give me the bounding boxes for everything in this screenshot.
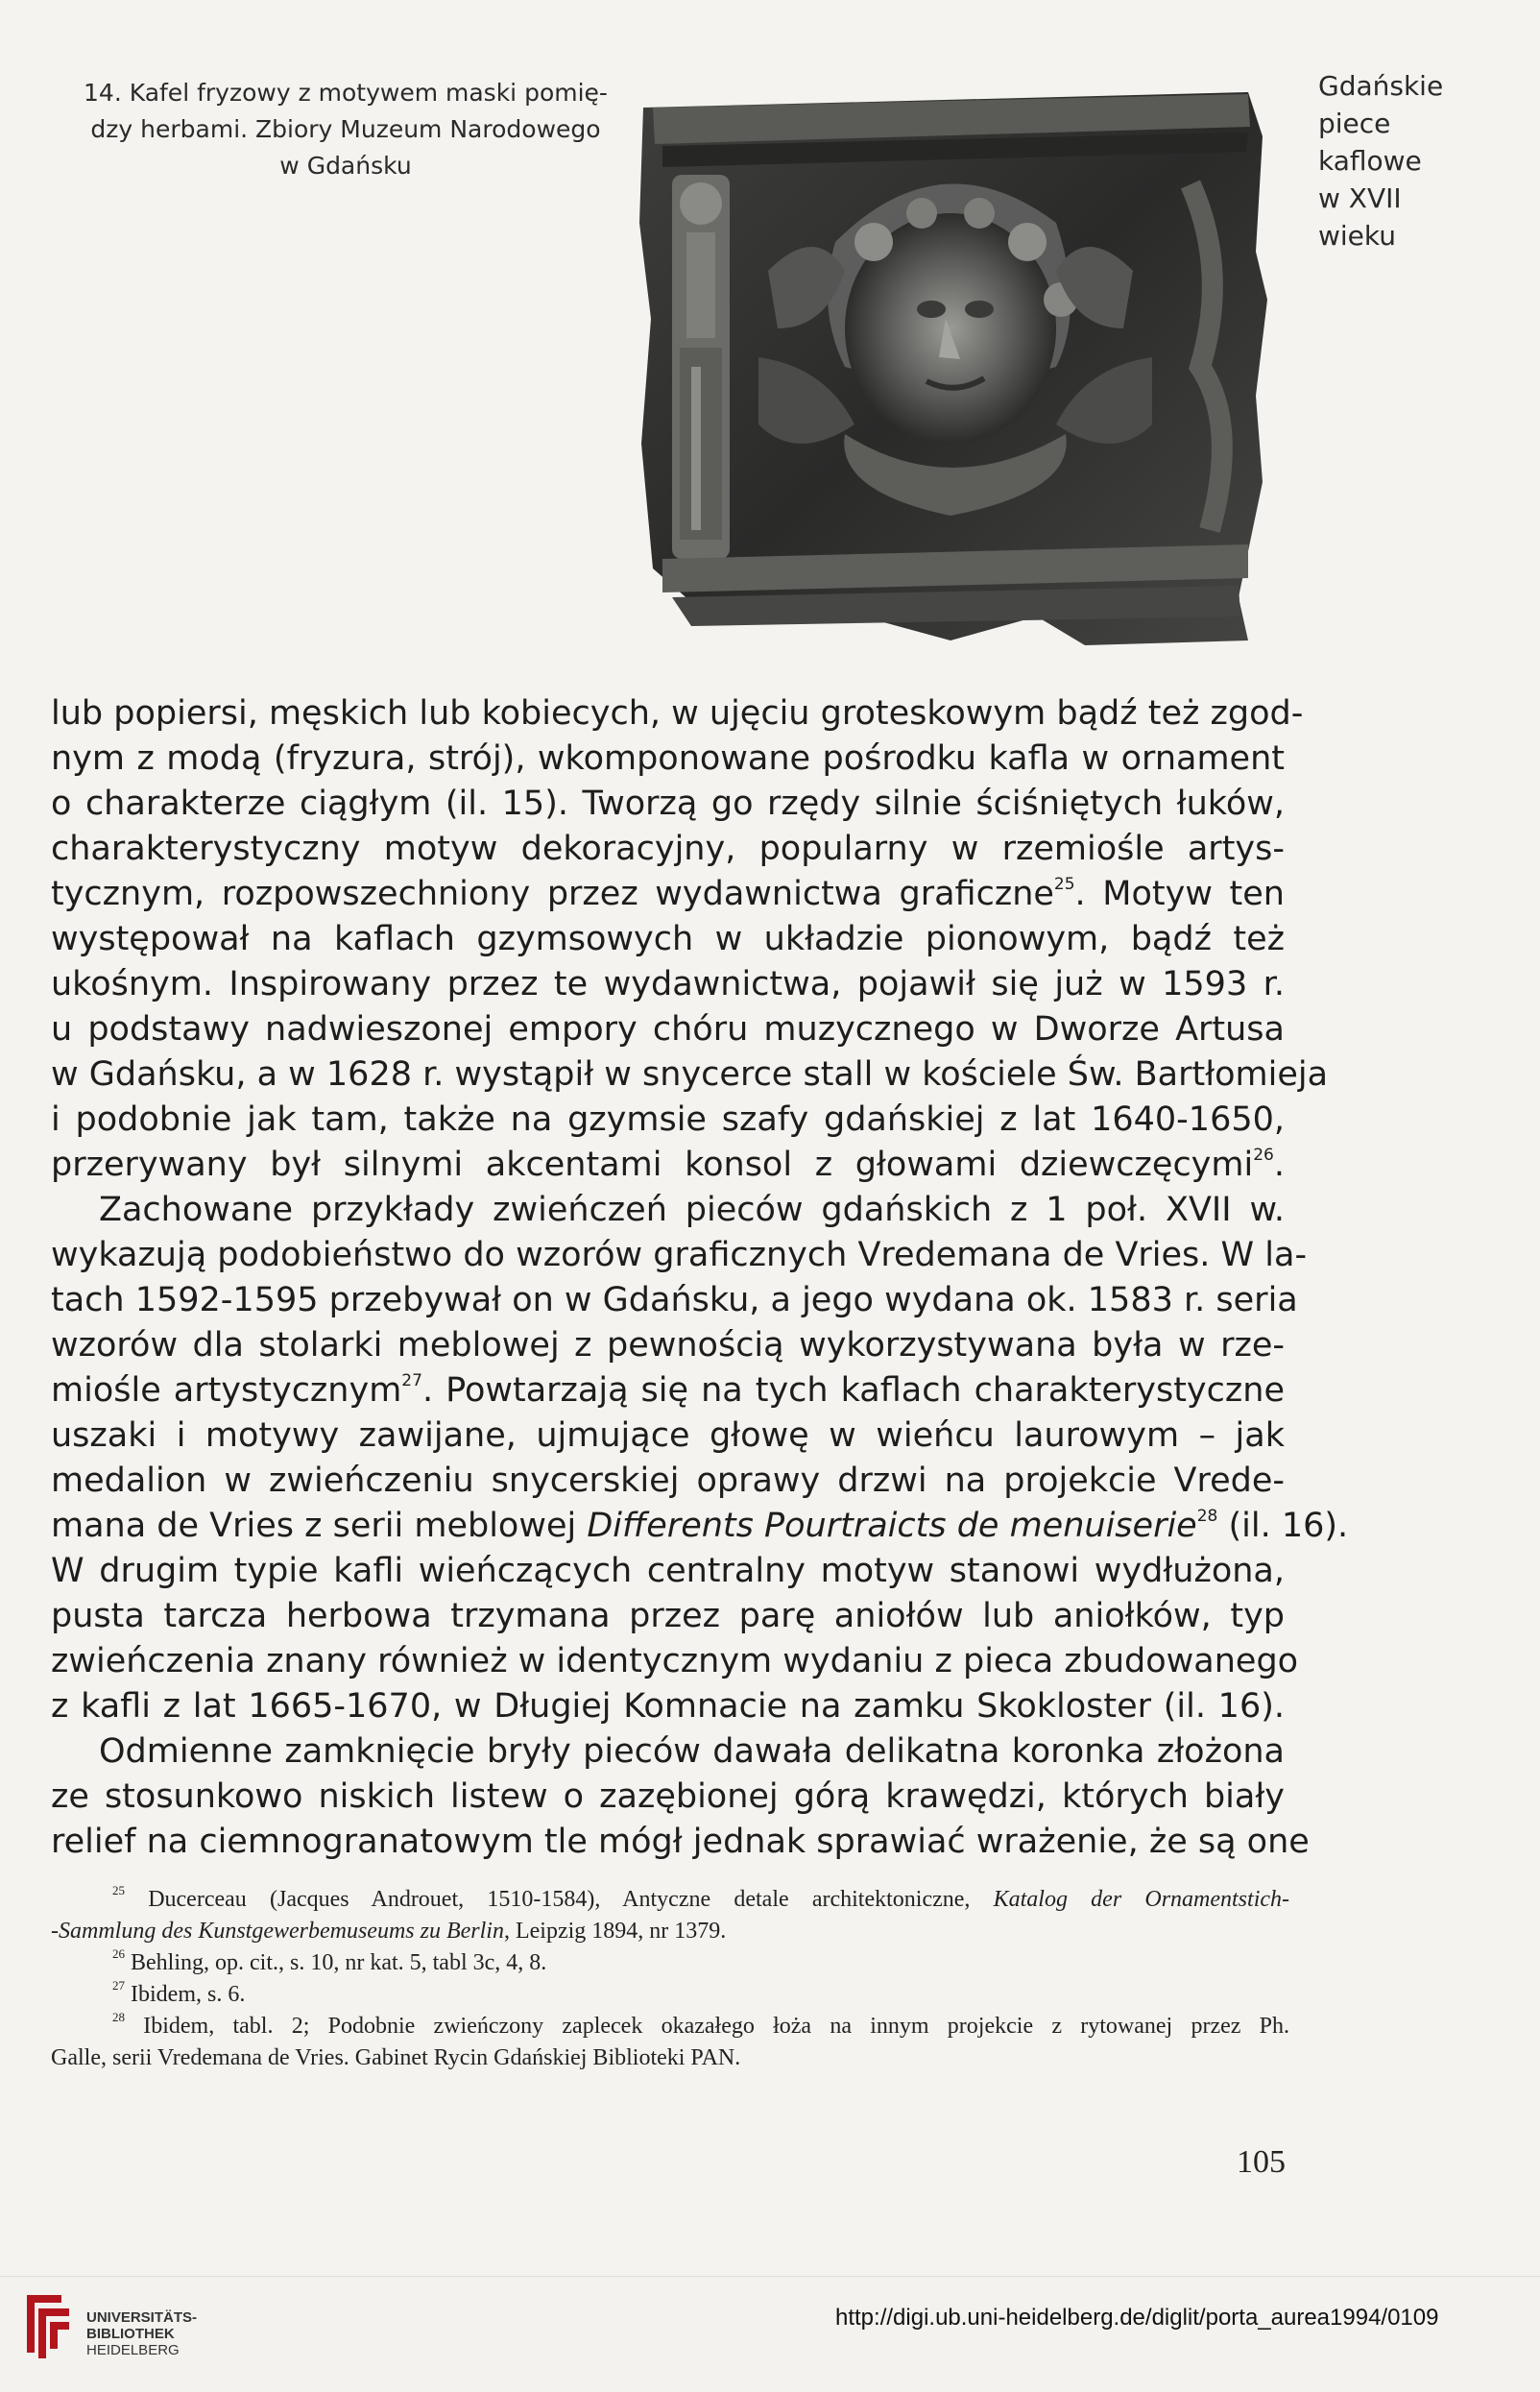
text-line: ukośnym. Inspirowany przez te wydawnictwa, pojawił się już w 1593 r. — [51, 965, 1285, 1003]
text-line: Zachowane przykłady zwieńczeń pieców gdańskich z 1 poł. XVII w. — [99, 1191, 1285, 1229]
footnote-text: Ibidem, s. 6. — [125, 1982, 246, 2007]
footnote-text: Ducerceau (Jacques Androuet, 1510-1584), Antyczne detale architektoniczne, — [125, 1887, 994, 1912]
footnote-25 — [51, 1884, 1289, 1916]
library-name-line: BIBLIOTHEK — [86, 2326, 175, 2342]
library-name-line: UNIVERSITÄTS- — [86, 2309, 198, 2326]
text-line — [51, 1504, 1349, 1549]
page-number: 105 — [1237, 2144, 1286, 2180]
text-segment: mana de Vries z serii meblowej — [51, 1507, 588, 1545]
figure-caption — [58, 75, 634, 184]
text-segment: (il. 16). — [1217, 1507, 1349, 1545]
text-line: relief na ciemnogranatowym tle mógł jednak sprawiać wrażenie, że są one — [51, 1823, 1310, 1861]
running-head-line: Gdańskie — [1318, 70, 1444, 102]
footnote-28 — [51, 2011, 1289, 2042]
text-segment: miośle artystycznym — [51, 1371, 402, 1410]
caption-line: 14. Kafel fryzowy z motywem maski pomię- — [84, 79, 608, 107]
footnote-number: 28 — [112, 2010, 125, 2024]
permalink-url[interactable]: http://digi.ub.uni-heidelberg.de/diglit/porta_aurea1994/0109 — [835, 2305, 1439, 2331]
footnote-ref[interactable]: 26 — [1253, 1146, 1274, 1165]
footnote-28-cont: Galle, serii Vredemana de Vries. Gabinet Rycin Gdańskiej Biblioteki PAN. — [51, 2045, 741, 2070]
text-line — [51, 1143, 1285, 1188]
text-segment: . Motyw ten — [1074, 875, 1285, 913]
body-text — [51, 691, 1349, 1865]
text-line: uszaki i motywy zawijane, ujmujące głowę w wieńcu laurowym – jak — [51, 1416, 1285, 1455]
running-head-line: piece — [1318, 108, 1391, 139]
text-line — [51, 1368, 1285, 1413]
footnotes — [51, 1884, 1289, 2074]
footnote-27 — [51, 1979, 1289, 2011]
running-head-line: w XVII — [1318, 182, 1402, 214]
text-line: zwieńczenia znany również w identycznym wydaniu z pieca zbudowanego — [51, 1642, 1299, 1680]
text-line: w Gdańsku, a w 1628 r. wystąpił w snycerce stall w kościele Św. Bartłomieja — [51, 1055, 1329, 1094]
viewer-footer — [0, 2276, 1540, 2392]
footnote-italic: Katalog der Ornamentstich- — [993, 1887, 1290, 1912]
footnote-text: Behling, op. cit., s. 10, nr kat. 5, tabl 3c, 4, 8. — [125, 1950, 547, 1975]
footnote-25-cont — [51, 1916, 1289, 1947]
text-line: lub popiersi, męskich lub kobiecych, w ujęciu groteskowym bądź też zgod- — [51, 694, 1304, 733]
footnote-number: 27 — [112, 1978, 125, 1993]
text-line: charakterystyczny motyw dekoracyjny, popularny w rzemiośle artys- — [51, 830, 1285, 868]
text-line: wzorów dla stolarki meblowej z pewnością wykorzystywana była w rze- — [51, 1326, 1285, 1365]
library-name-line: HEIDELBERG — [86, 2342, 180, 2358]
running-head — [1318, 67, 1472, 254]
text-line — [51, 872, 1285, 917]
footnote-number: 26 — [112, 1946, 125, 1961]
text-line: Odmienne zamknięcie bryły pieców dawała delikatna koronka złożona — [99, 1732, 1285, 1771]
caption-line: w Gdańsku — [279, 152, 412, 180]
text-line: tach 1592-1595 przebywał on w Gdańsku, a jego wydana ok. 1583 r. seria — [51, 1281, 1298, 1319]
text-line: pusta tarcza herbowa trzymana przez parę aniołów lub aniołków, typ — [51, 1597, 1285, 1635]
text-line: W drugim typie kafli wieńczących centralny motyw stanowi wydłużona, — [51, 1552, 1285, 1590]
text-segment: . Powtarzają się na tych kaflach charakterystyczne — [421, 1371, 1285, 1410]
text-segment: tycznym, rozpowszechniony przez wydawnictwa graficzne — [51, 875, 1054, 913]
text-segment: . — [1273, 1146, 1285, 1184]
footnote-text: , Leipzig 1894, nr 1379. — [503, 1919, 727, 1944]
library-name[interactable] — [86, 2309, 197, 2358]
running-head-line: wieku — [1318, 220, 1397, 252]
library-logo-icon[interactable] — [19, 2285, 77, 2362]
footnote-26 — [51, 1947, 1289, 1979]
footnote-number: 25 — [112, 1883, 125, 1897]
text-line: o charakterze ciągłym (il. 15). Tworzą go rzędy silnie ściśniętych łuków, — [51, 785, 1285, 823]
caption-line: dzy herbami. Zbiory Muzeum Narodowego — [90, 115, 601, 143]
text-line: występował na kaflach gzymsowych w układzie pionowym, bądź też — [51, 920, 1285, 958]
footnote-ref[interactable]: 27 — [401, 1371, 422, 1390]
text-line: ze stosunkowo niskich listew o zazębionej górą krawędzi, których biały — [51, 1777, 1285, 1816]
text-line: wykazują podobieństwo do wzorów graficznych Vredemana de Vries. W la- — [51, 1236, 1308, 1274]
text-line: z kafli z lat 1665-1670, w Długiej Komnacie na zamku Skokloster (il. 16). — [51, 1687, 1285, 1726]
tile-photograph — [634, 79, 1287, 655]
text-line: medalion w zwieńczeniu snycerskiej oprawy drzwi na projekcie Vrede- — [51, 1462, 1285, 1500]
running-head-line: kaflowe — [1318, 145, 1422, 177]
footnote-ref[interactable]: 28 — [1196, 1507, 1218, 1526]
footnote-text: Ibidem, tabl. 2; Podobnie zwieńczony zaplecek okazałego łoża na innym projekcie z rytowanej przez Ph. — [125, 2014, 1289, 2039]
text-line: nym z modą (fryzura, strój), wkomponowane pośrodku kafla w ornament — [51, 739, 1285, 778]
footnote-italic: -Sammlung des Kunstgewerbemuseums zu Berlin — [51, 1919, 504, 1944]
work-title: Differents Pourtraicts de menuiserie — [587, 1507, 1197, 1545]
text-segment: przerywany był silnymi akcentami konsol z głowami dziewczęcymi — [51, 1146, 1254, 1184]
text-line: i podobnie jak tam, także na gzymsie szafy gdańskiej z lat 1640-1650, — [51, 1100, 1285, 1139]
footnote-ref[interactable]: 25 — [1053, 875, 1075, 894]
text-line: u podstawy nadwieszonej empory chóru muzycznego w Dworze Artusa — [51, 1010, 1285, 1049]
